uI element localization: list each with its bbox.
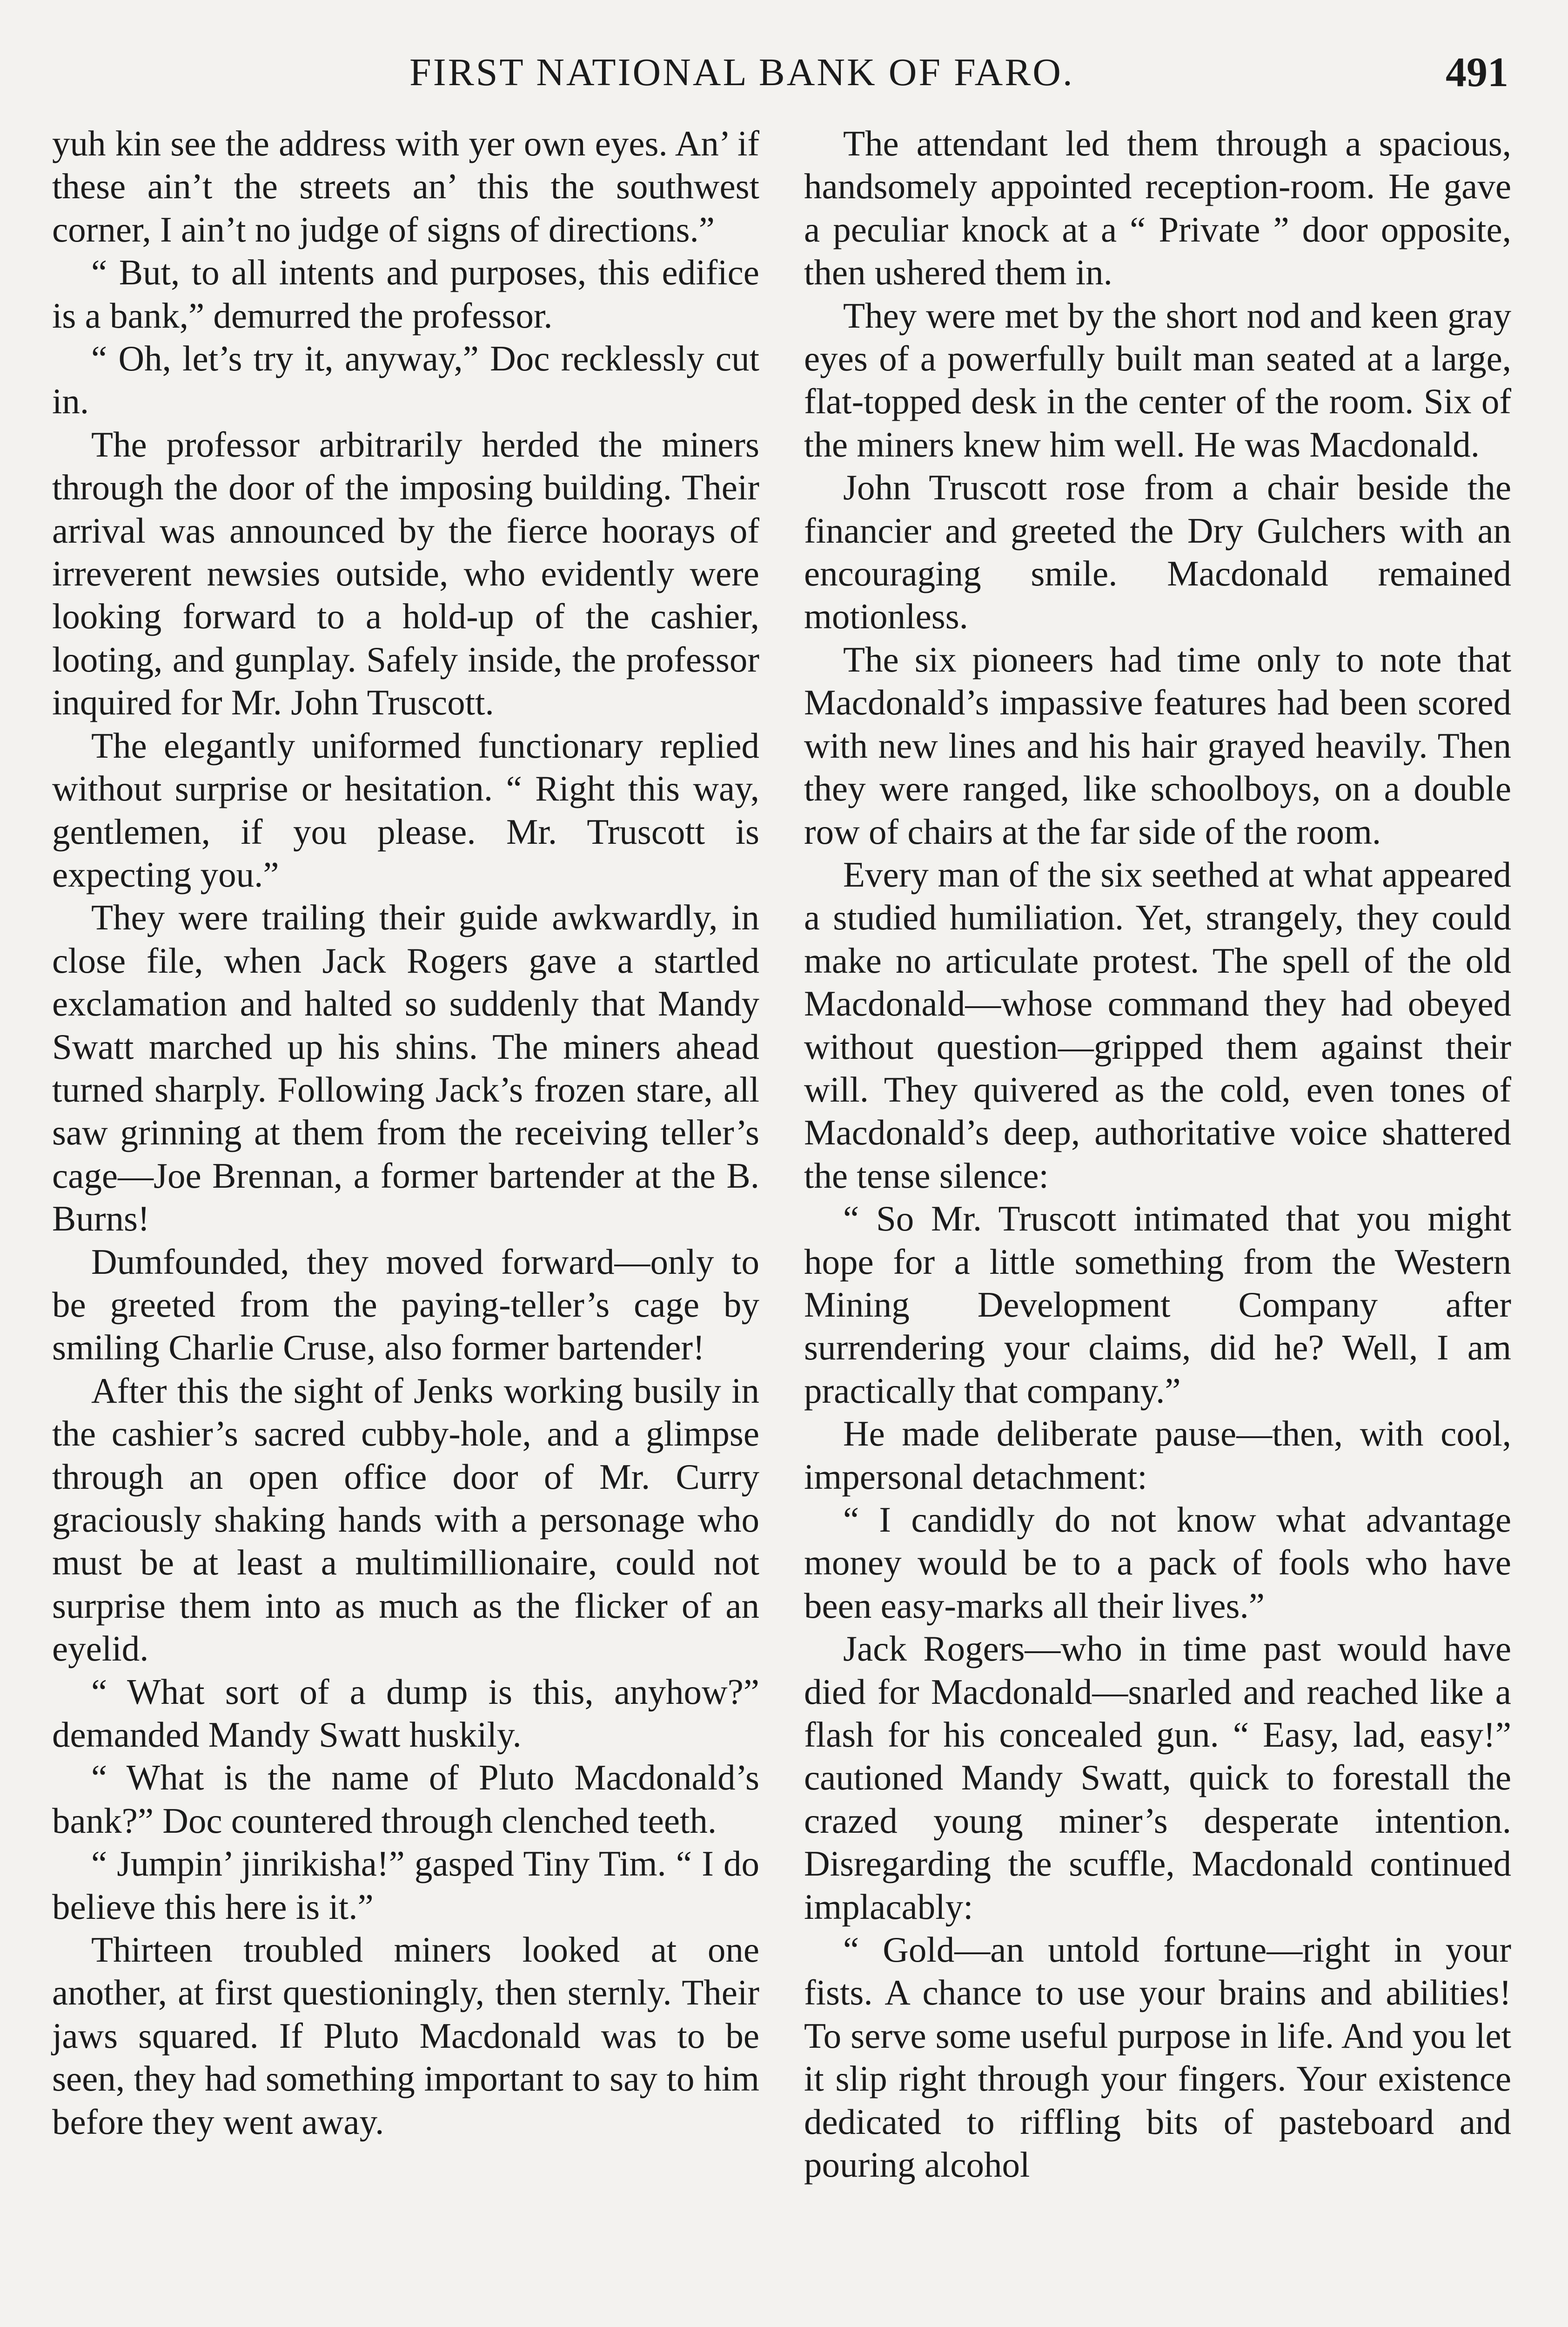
paragraph: The six pioneers had time only to note that Macdonald’s impassive features had been scored with new lines and his hair grayed heavily. Then they were ranged, like schoolboys, on a double row of chairs at the far side of the room. [804, 639, 1511, 852]
paragraph: “ What sort of a dump is this, anyhow?” demanded Mandy Swatt huskily. [52, 1671, 759, 1755]
running-header [0, 45, 1568, 101]
paragraph: Thirteen troubled miners looked at one another, at first questioningly, then sternly. Their jaws squared. If Pluto Macdonald was to be seen, they had something important to say to him before they went away. [52, 1930, 759, 2142]
paragraph: John Truscott rose from a chair beside the financier and greeted the Dry Gulchers with an encouraging smile. Macdonald remained motionless. [804, 467, 1511, 637]
paragraph: “ Jumpin’ jinrikisha!” gasped Tiny Tim. “ I do believe this here is it.” [52, 1843, 759, 1927]
paragraph: Dumfounded, they moved forward—only to be greeted from the paying-teller’s cage by smiling Charlie Cruse, also former bartender! [52, 1241, 759, 1368]
paragraph: They were trailing their guide awkwardly, in close file, when Jack Rogers gave a startled exclamation and halted so suddenly that Mandy Swatt marched up his shins. The miners ahead turned sharply. Following Jack’s frozen stare, all saw grinning at them from the receiving teller’s cage—Joe Brennan, a former bartender at the B. Burns! [52, 897, 759, 1239]
page-number: 491 [1446, 49, 1508, 95]
paragraph: He made deliberate pause—then, with cool, impersonal detachment: [804, 1413, 1511, 1497]
paragraph: They were met by the short nod and keen gray eyes of a powerfully built man seated at a large, flat-topped desk in the center of the room. Six of the miners knew him well. He was Macdonald. [804, 295, 1511, 464]
paragraph: The professor arbitrarily herded the miners through the door of the imposing building. Their arrival was announced by the fierce hoorays of irreverent newsies outside, who evidently were looking forward to a hold-up of the cashier, looting, and gunplay. Safely inside, the professor inquired for Mr. John Truscott. [52, 424, 759, 723]
left-column [52, 122, 759, 2143]
paragraph: After this the sight of Jenks working busily in the cashier’s sacred cubby-hole, and a glimpse through an open office door of Mr. Curry graciously shaking hands with a personage who must be at least a multimillionaire, could not surprise them into as much as the flicker of an eyelid. [52, 1370, 759, 1669]
paragraph: yuh kin see the address with yer own eyes. An’ if these ain’t the streets an’ this the southwest corner, I ain’t no judge of signs of directions.” [52, 123, 759, 249]
paragraph: “ So Mr. Truscott intimated that you might hope for a little something from the Western Mining Development Company after surrendering your claims, did he? Well, I am practically that company.” [804, 1198, 1511, 1411]
paragraph: Jack Rogers—who in time past would have died for Macdonald—snarled and reached like a flash for his concealed gun. “ Easy, lad, easy!” cautioned Mandy Swatt, quick to forestall the crazed young miner’s desperate intention. Disregarding the scuffle, Macdonald continued implacably: [804, 1628, 1511, 1927]
paragraph: The elegantly uniformed functionary replied without surprise or hesitation. “ Right this way, gentlemen, if you please. Mr. Truscott is expecting you.” [52, 725, 759, 894]
running-title: FIRST NATIONAL BANK OF FARO. [409, 51, 1074, 94]
paragraph: “ What is the name of Pluto Macdonald’s bank?” Doc countered through clenched teeth. [52, 1757, 759, 1841]
paragraph: The attendant led them through a spacious, handsomely appointed reception-room. He gave a peculiar knock at a “ Private ” door opposite, then ushered them in. [804, 123, 1511, 293]
right-column [804, 122, 1511, 2186]
paragraph: “ But, to all intents and purposes, this edifice is a bank,” demurred the professor. [52, 252, 759, 336]
paragraph: “ Gold—an untold fortune—right in your fists. A chance to use your brains and abilities! To serve some useful purpose in life. And you let it slip right through your fingers. Your existence dedicated to riffling bits of pasteboard and pouring alcohol [804, 1930, 1511, 2185]
paragraph: “ Oh, let’s try it, anyway,” Doc recklessly cut in. [52, 338, 759, 422]
paragraph: “ I candidly do not know what advantage money would be to a pack of fools who have been easy-marks all their lives.” [804, 1500, 1511, 1626]
paragraph: Every man of the six seethed at what appeared a studied humiliation. Yet, strangely, they could make no articulate protest. The spell of the old Macdonald—whose command they had obeyed without question—gripped them against their will. They quivered as the cold, even tones of Macdonald’s deep, authoritative voice shattered the tense silence: [804, 854, 1511, 1196]
